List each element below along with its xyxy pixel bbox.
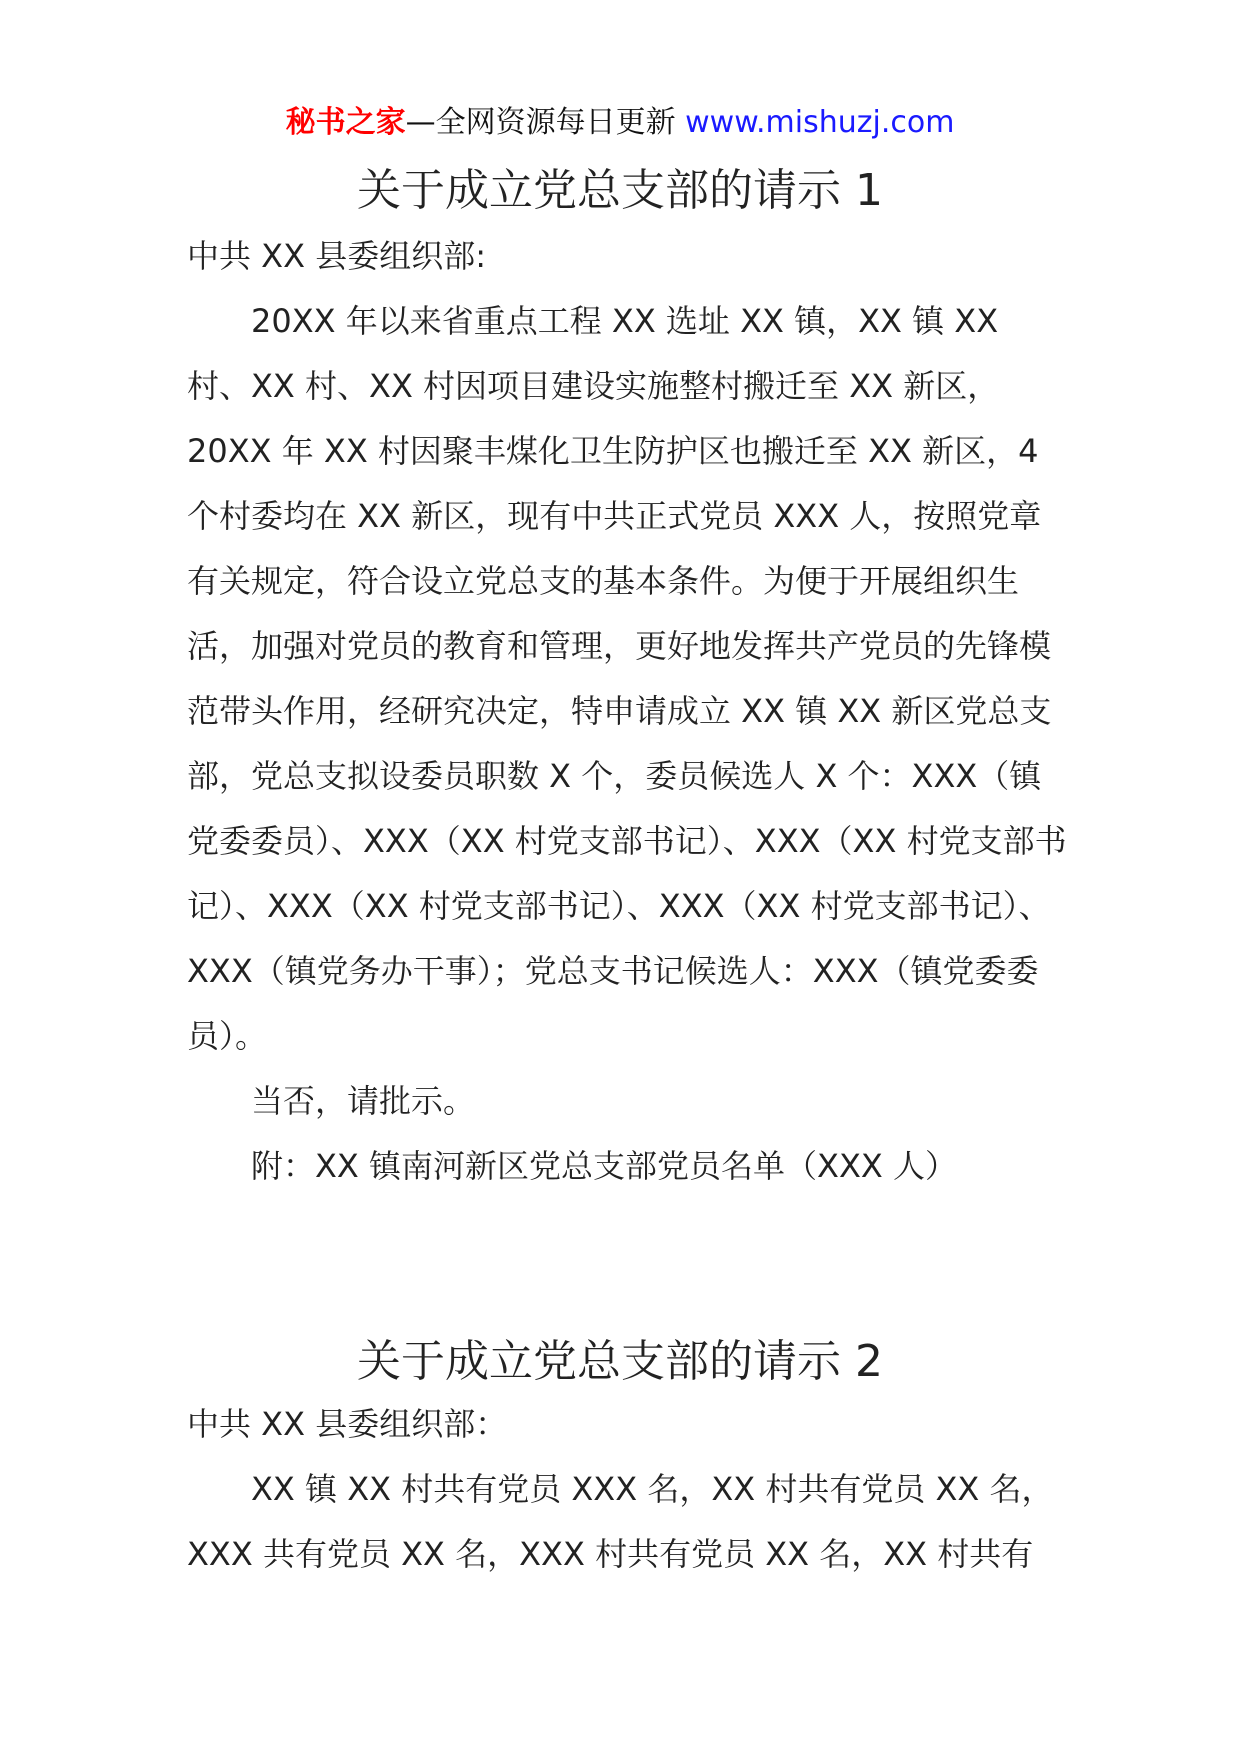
section-2-body [187, 1392, 1067, 1587]
section-2-title: 关于成立党总支部的请示 2 [357, 1336, 883, 1387]
section-1-paragraph: 20XX 年以来省重点工程 XX 选址 XX 镇，XX 镇 XX 村、XX 村、XX 村因项目建设实施整村搬迁至 XX 新区，20XX 年 XX 村因聚丰煤化卫生防护区也搬迁至 XX 新区，4 个村委均在 XX 新区，现有中共正式党员 XXX 人，按照党章有关规定，符合设立党总支的基本条件。为便于开展组织生活，加强对党员的教育和管理，更好地发挥共产党员的先锋模范带头作用，经研究决定，特申请成立 XX 镇 XX 新区党总支部，党总支拟设委员职数 X 个，委员候选人 X 个：XXX（镇党委委员）、XXX（XX 村党支部书记）、XXX（XX 村党支部书记）、XXX（XX 村党支部书记）、XXX（XX 村党支部书记）、XXX（镇党务办干事）；党总支书记候选人：XXX（镇党委委员）。 [187, 302, 1067, 1055]
site-url-link[interactable]: www.mishuzj.com [685, 105, 955, 140]
brand-name: 秘书之家 [285, 105, 406, 140]
section-1-body [187, 224, 1067, 1199]
section-1-closing: 当否，请批示。 [251, 1082, 476, 1120]
section-1-title: 关于成立党总支部的请示 1 [357, 165, 883, 216]
section-2-paragraph: XX 镇 XX 村共有党员 XXX 名，XX 村共有党员 XX 名，XXX 共有党员 XX 名，XXX 村共有党员 XX 名，XX 村共有 [187, 1470, 1054, 1573]
section-1-salutation: 中共 XX 县委组织部: [187, 237, 486, 275]
site-header [0, 103, 1240, 143]
header-tagline: —全网资源每日更新 [405, 105, 676, 140]
section-2-salutation: 中共 XX 县委组织部： [187, 1405, 508, 1443]
section-1-attachment: 附：XX 镇南河新区党总支部党员名单（XXX 人） [251, 1147, 957, 1185]
